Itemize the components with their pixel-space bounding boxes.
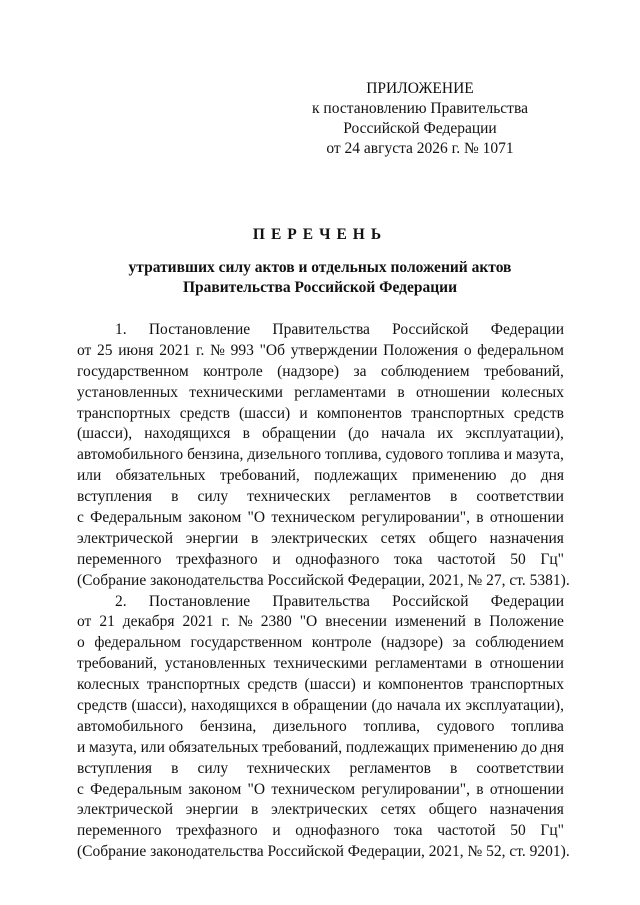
word: 993 bbox=[230, 341, 254, 359]
word: транспортных bbox=[411, 404, 505, 422]
word: компонентов bbox=[378, 676, 464, 694]
word: (шасси) bbox=[239, 404, 291, 422]
word: сетях bbox=[380, 801, 417, 819]
word: Правительства bbox=[272, 321, 370, 338]
word: техническом bbox=[271, 780, 356, 798]
word: подлежащих bbox=[345, 738, 430, 756]
word: средств bbox=[179, 404, 230, 422]
word: трехфазного bbox=[176, 550, 258, 568]
word: в bbox=[251, 529, 259, 547]
word: частотой bbox=[437, 822, 496, 840]
word: Положения bbox=[383, 341, 459, 359]
subtitle-line: утративших силу актов и отдельных положений актов bbox=[128, 259, 512, 276]
word: государственном bbox=[77, 362, 189, 380]
word: 2021 bbox=[182, 613, 214, 631]
word: 50 bbox=[510, 822, 526, 840]
word: (шасси), bbox=[77, 425, 133, 443]
word: 2021 bbox=[159, 341, 191, 359]
word: топлива, bbox=[363, 717, 421, 735]
appendix-title: ПРИЛОЖЕНИЕ bbox=[366, 80, 474, 97]
word: с bbox=[77, 509, 84, 527]
word: дизельного bbox=[272, 717, 347, 735]
word: электрической bbox=[77, 529, 174, 547]
word: начала bbox=[396, 697, 441, 715]
word: бензина, bbox=[199, 717, 257, 735]
text-line bbox=[77, 696, 564, 717]
word: силу bbox=[197, 488, 229, 506]
word: обязательных bbox=[168, 738, 259, 756]
word: внесении bbox=[325, 613, 387, 631]
text-line bbox=[77, 654, 564, 675]
word: Гц" bbox=[540, 822, 564, 840]
word: отношении bbox=[489, 780, 564, 798]
word: назначения bbox=[489, 801, 564, 819]
text-line bbox=[77, 466, 564, 487]
word: регламентов bbox=[349, 488, 431, 506]
word: за bbox=[353, 362, 367, 380]
word: 2380 bbox=[260, 613, 292, 631]
word: требований, bbox=[77, 655, 157, 673]
word: однофазного bbox=[295, 550, 380, 568]
word: соответствии bbox=[476, 759, 564, 777]
word: частотой bbox=[437, 550, 496, 568]
word: государственном bbox=[190, 634, 303, 652]
word: от bbox=[77, 613, 92, 631]
word: топлива, bbox=[325, 446, 382, 464]
document-body bbox=[77, 320, 570, 863]
word: в bbox=[476, 780, 484, 798]
word: в bbox=[473, 613, 482, 631]
text-line bbox=[77, 675, 564, 696]
word: обращении bbox=[262, 425, 336, 443]
word: декабря bbox=[122, 613, 175, 631]
word: и bbox=[362, 676, 372, 694]
word: (шасси), bbox=[131, 697, 187, 715]
word: "Об bbox=[259, 341, 286, 359]
word: электрических bbox=[271, 529, 368, 547]
word: применению bbox=[433, 738, 518, 756]
subtitle-line: Правительства Российской Федерации bbox=[182, 279, 458, 296]
document-subtitle bbox=[76, 258, 564, 298]
word: законом bbox=[188, 509, 242, 527]
word: требований, bbox=[483, 362, 564, 380]
word: 2. bbox=[115, 592, 127, 610]
word: "О bbox=[299, 613, 318, 631]
word: Российской bbox=[392, 592, 469, 610]
text-line bbox=[77, 341, 564, 362]
word: технических bbox=[247, 759, 331, 777]
word: в bbox=[281, 697, 289, 715]
word: отношении bbox=[415, 383, 491, 401]
word: подлежащих bbox=[314, 467, 398, 485]
word: г. bbox=[221, 613, 230, 631]
word: начала bbox=[381, 425, 426, 443]
text-line bbox=[77, 759, 564, 780]
word: в bbox=[171, 488, 179, 506]
word: и bbox=[77, 738, 86, 756]
word: контроле bbox=[311, 634, 372, 652]
word: средств bbox=[77, 697, 128, 715]
word: в bbox=[251, 801, 259, 819]
word: Федеральным bbox=[90, 780, 182, 798]
word: (до bbox=[348, 425, 369, 443]
text-line bbox=[77, 320, 564, 341]
text-line bbox=[77, 780, 564, 801]
word: отношении bbox=[489, 509, 564, 527]
word: обращении bbox=[293, 697, 368, 715]
word: находящихся bbox=[190, 697, 278, 715]
word: техническими bbox=[189, 383, 283, 401]
word: переменного bbox=[77, 550, 162, 568]
word: 50 bbox=[510, 550, 526, 568]
word: транспортных bbox=[146, 676, 241, 694]
appendix-line: к постановлению Правительства bbox=[312, 100, 528, 117]
word: техническими bbox=[273, 655, 368, 673]
word: энергии bbox=[185, 801, 239, 819]
document-title-block bbox=[76, 225, 564, 298]
word: трехфазного bbox=[176, 822, 258, 840]
word: (надзоре) bbox=[381, 634, 444, 652]
word: эксплуатации), bbox=[465, 425, 564, 443]
word: № bbox=[210, 341, 225, 359]
word: общего bbox=[428, 801, 477, 819]
word: июня bbox=[118, 341, 154, 359]
word: и bbox=[299, 404, 308, 422]
text-line bbox=[77, 612, 564, 633]
word: топлива bbox=[447, 446, 500, 464]
text-line bbox=[77, 821, 564, 842]
word: бензина, bbox=[187, 446, 244, 464]
word: с bbox=[77, 780, 84, 798]
word: техническом bbox=[271, 509, 356, 527]
word: 25 bbox=[97, 341, 113, 359]
word: автомобильного bbox=[77, 717, 184, 735]
word: в bbox=[171, 759, 179, 777]
word: однофазного bbox=[295, 822, 380, 840]
word: средств bbox=[247, 676, 298, 694]
word: регламентами bbox=[375, 655, 467, 673]
word: Российской bbox=[392, 321, 469, 338]
text-line bbox=[77, 529, 564, 550]
list-item bbox=[77, 320, 570, 592]
word: в bbox=[397, 383, 405, 401]
word: их bbox=[445, 697, 462, 715]
word: компонентов bbox=[316, 404, 402, 422]
word: находящихся bbox=[144, 425, 231, 443]
word: сетях bbox=[380, 529, 417, 547]
word: силу bbox=[197, 759, 229, 777]
word: установленных bbox=[164, 655, 266, 673]
word: колесных bbox=[501, 383, 564, 401]
text-line bbox=[77, 508, 564, 529]
word: мазута, bbox=[516, 446, 564, 464]
word: вступления bbox=[77, 759, 153, 777]
word: в bbox=[242, 425, 250, 443]
list-item bbox=[77, 592, 570, 864]
word: о bbox=[463, 341, 472, 359]
text-line bbox=[77, 362, 564, 383]
word: 21 bbox=[99, 613, 115, 631]
word: назначения bbox=[489, 529, 564, 547]
word: (надзоре) bbox=[277, 362, 340, 380]
word: № bbox=[237, 613, 253, 631]
word: или bbox=[140, 738, 165, 756]
word: в bbox=[476, 509, 484, 527]
text-line bbox=[77, 487, 564, 508]
text-line bbox=[77, 592, 564, 613]
word: в bbox=[449, 759, 458, 777]
word: соответствии bbox=[476, 488, 564, 506]
word: за bbox=[452, 634, 466, 652]
word: средств bbox=[513, 404, 564, 422]
text-line bbox=[77, 383, 564, 404]
word: тока bbox=[394, 822, 423, 840]
text-line bbox=[77, 445, 564, 466]
word: электрических bbox=[271, 801, 368, 819]
word: (до bbox=[371, 697, 393, 715]
word: судового bbox=[385, 446, 444, 464]
word: требований, bbox=[262, 738, 343, 756]
word: федеральном bbox=[94, 634, 181, 652]
word: Федерации bbox=[490, 592, 564, 610]
word: общего bbox=[428, 529, 477, 547]
text-line: (Собрание законодательства Российской Федерации, 2021, № 52, ст. 9201). bbox=[77, 843, 570, 861]
word: Постановление bbox=[148, 321, 251, 338]
word: дизельного bbox=[247, 446, 322, 464]
word: электрической bbox=[77, 801, 174, 819]
word: регламентами bbox=[294, 383, 387, 401]
word: мазута, bbox=[89, 738, 137, 756]
word: судового bbox=[436, 717, 495, 735]
word: автомобильного bbox=[77, 446, 184, 464]
word: топлива bbox=[511, 717, 564, 735]
word: дня bbox=[540, 738, 564, 756]
word: дня bbox=[540, 467, 564, 485]
word: и bbox=[503, 446, 513, 464]
word: переменного bbox=[77, 822, 162, 840]
word: в bbox=[449, 488, 458, 506]
text-line bbox=[77, 633, 564, 654]
word: или bbox=[77, 467, 102, 485]
document-heading: ПЕРЕЧЕНЬ bbox=[252, 226, 388, 243]
word: г. bbox=[195, 341, 205, 359]
word: утверждении bbox=[290, 341, 378, 359]
word: Положение bbox=[489, 613, 564, 631]
word: энергии bbox=[185, 529, 239, 547]
word: требований, bbox=[219, 467, 300, 485]
word: технических bbox=[247, 488, 331, 506]
word: Постановление bbox=[148, 592, 251, 610]
appendix-line: Российской Федерации bbox=[343, 120, 497, 137]
word: обязательных bbox=[115, 467, 206, 485]
word: их bbox=[437, 425, 454, 443]
word: "О bbox=[247, 780, 266, 798]
word: эксплуатации), bbox=[465, 697, 564, 715]
word: колесных bbox=[77, 676, 140, 694]
word: 1. bbox=[115, 321, 127, 338]
word: соблюдением bbox=[380, 362, 470, 380]
word: тока bbox=[394, 550, 423, 568]
word: о bbox=[77, 634, 85, 652]
text-line bbox=[77, 404, 564, 425]
word: до bbox=[510, 467, 527, 485]
word: транспортных bbox=[77, 404, 171, 422]
word: вступления bbox=[77, 488, 153, 506]
word: (шасси) bbox=[304, 676, 356, 694]
word: от bbox=[77, 341, 92, 359]
word: Гц" bbox=[540, 550, 564, 568]
text-line bbox=[77, 800, 564, 821]
appendix-header bbox=[280, 79, 560, 159]
text-line: (Собрание законодательства Российской Федерации, 2021, № 27, ст. 5381). bbox=[77, 571, 570, 589]
word: Федерации bbox=[490, 321, 564, 338]
word: контроле bbox=[203, 362, 263, 380]
word: регулировании", bbox=[361, 509, 471, 527]
word: федеральном bbox=[477, 341, 564, 359]
word: до bbox=[521, 738, 537, 756]
appendix-date-number: от 24 августа 2026 г. № 1071 bbox=[326, 140, 514, 157]
word: Федеральным bbox=[90, 509, 182, 527]
word: регламентов bbox=[349, 759, 431, 777]
text-line bbox=[77, 550, 564, 571]
text-line bbox=[77, 424, 564, 445]
word: Правительства bbox=[272, 592, 370, 610]
text-line bbox=[77, 717, 564, 738]
word: и bbox=[272, 550, 281, 568]
word: изменений bbox=[394, 613, 466, 631]
word: "О bbox=[247, 509, 266, 527]
word: установленных bbox=[77, 383, 178, 401]
word: и bbox=[272, 822, 281, 840]
word: отношении bbox=[489, 655, 564, 673]
word: в bbox=[474, 655, 483, 673]
word: соблюдением bbox=[475, 634, 564, 652]
word: законом bbox=[188, 780, 242, 798]
text-line bbox=[77, 738, 564, 759]
word: применению bbox=[412, 467, 497, 485]
word: регулировании", bbox=[361, 780, 471, 798]
word: транспортных bbox=[470, 676, 564, 694]
